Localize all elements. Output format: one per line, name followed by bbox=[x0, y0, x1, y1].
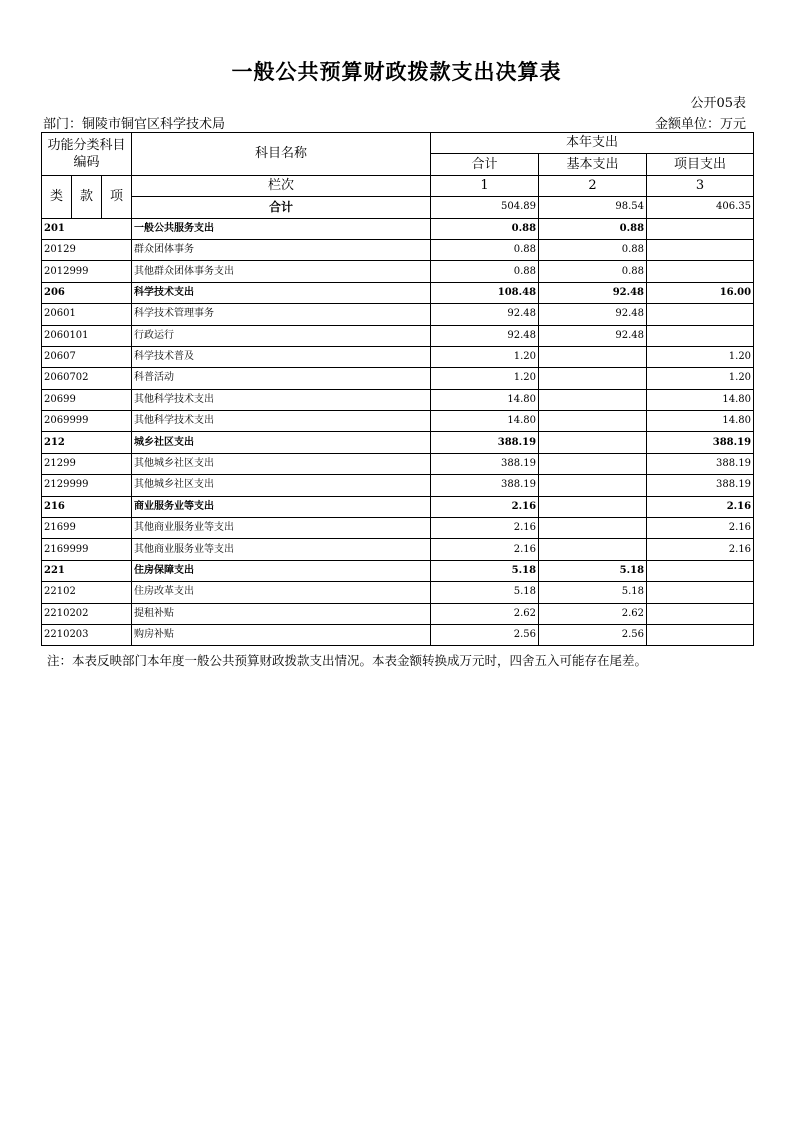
table-row bbox=[42, 624, 754, 645]
table-row bbox=[42, 475, 754, 496]
row-project bbox=[647, 304, 754, 325]
table-row bbox=[42, 218, 754, 239]
row-project bbox=[647, 624, 754, 645]
table-row bbox=[42, 496, 754, 517]
expenditure-table bbox=[41, 132, 754, 646]
row-project: 1.20 bbox=[647, 368, 754, 389]
row-basic bbox=[539, 411, 647, 432]
table-row bbox=[42, 453, 754, 474]
row-project bbox=[647, 560, 754, 581]
table-row bbox=[42, 325, 754, 346]
row-total: 14.80 bbox=[431, 389, 539, 410]
row-basic bbox=[539, 539, 647, 560]
row-basic: 2.56 bbox=[539, 624, 647, 645]
row-project: 388.19 bbox=[647, 475, 754, 496]
row-total: 2.16 bbox=[431, 496, 539, 517]
row-code: 20607 bbox=[42, 346, 132, 367]
row-code: 206 bbox=[42, 282, 132, 303]
row-code: 2060101 bbox=[42, 325, 132, 346]
row-subject-name: 一般公共服务支出 bbox=[132, 218, 431, 239]
row-project bbox=[647, 261, 754, 282]
row-subject-name: 科学技术普及 bbox=[132, 346, 431, 367]
summary-row bbox=[42, 197, 754, 218]
header-kuan: 款 bbox=[72, 175, 102, 218]
header-basic: 基本支出 bbox=[539, 154, 647, 175]
row-code: 20129 bbox=[42, 239, 132, 260]
table-row bbox=[42, 282, 754, 303]
row-subject-name: 科普活动 bbox=[132, 368, 431, 389]
row-subject-name: 住房改革支出 bbox=[132, 582, 431, 603]
row-basic bbox=[539, 368, 647, 389]
row-code: 2012999 bbox=[42, 261, 132, 282]
row-total: 1.20 bbox=[431, 368, 539, 389]
row-subject-name: 科学技术管理事务 bbox=[132, 304, 431, 325]
row-project: 1.20 bbox=[647, 346, 754, 367]
table-row bbox=[42, 603, 754, 624]
row-subject-name: 其他科学技术支出 bbox=[132, 389, 431, 410]
row-total: 0.88 bbox=[431, 239, 539, 260]
row-basic: 5.18 bbox=[539, 560, 647, 581]
row-subject-name: 其他城乡社区支出 bbox=[132, 475, 431, 496]
row-code: 212 bbox=[42, 432, 132, 453]
row-subject-name: 其他群众团体事务支出 bbox=[132, 261, 431, 282]
row-total: 1.20 bbox=[431, 346, 539, 367]
header-col-label: 栏次 bbox=[132, 175, 431, 196]
row-basic: 5.18 bbox=[539, 582, 647, 603]
table-row bbox=[42, 261, 754, 282]
row-basic bbox=[539, 389, 647, 410]
row-total: 5.18 bbox=[431, 582, 539, 603]
row-code: 2210203 bbox=[42, 624, 132, 645]
form-number: 公开05表 bbox=[690, 96, 746, 111]
row-project: 16.00 bbox=[647, 282, 754, 303]
row-subject-name: 群众团体事务 bbox=[132, 239, 431, 260]
row-code: 2069999 bbox=[42, 411, 132, 432]
header-xiang: 项 bbox=[102, 175, 132, 218]
row-project: 388.19 bbox=[647, 453, 754, 474]
header-project: 项目支出 bbox=[647, 154, 754, 175]
row-basic bbox=[539, 453, 647, 474]
row-subject-name: 商业服务业等支出 bbox=[132, 496, 431, 517]
summary-label: 合计 bbox=[132, 197, 431, 218]
row-basic: 0.88 bbox=[539, 261, 647, 282]
row-subject-name: 行政运行 bbox=[132, 325, 431, 346]
row-code: 20699 bbox=[42, 389, 132, 410]
col-number-2: 2 bbox=[539, 175, 647, 196]
row-project: 2.16 bbox=[647, 539, 754, 560]
row-code: 22102 bbox=[42, 582, 132, 603]
table-row bbox=[42, 582, 754, 603]
row-total: 388.19 bbox=[431, 432, 539, 453]
row-code: 2169999 bbox=[42, 539, 132, 560]
row-subject-name: 提租补贴 bbox=[132, 603, 431, 624]
footnote: 注：本表反映部门本年度一般公共预算财政拨款支出情况。本表金额转换成万元时，四舍五入可能存在尾差。 bbox=[47, 653, 648, 668]
row-total: 108.48 bbox=[431, 282, 539, 303]
col-number-1: 1 bbox=[431, 175, 539, 196]
row-subject-name: 科学技术支出 bbox=[132, 282, 431, 303]
row-total: 92.48 bbox=[431, 325, 539, 346]
row-total: 0.88 bbox=[431, 261, 539, 282]
table-row bbox=[42, 346, 754, 367]
table-row bbox=[42, 539, 754, 560]
row-project: 14.80 bbox=[647, 389, 754, 410]
row-total: 2.56 bbox=[431, 624, 539, 645]
row-subject-name: 其他商业服务业等支出 bbox=[132, 539, 431, 560]
row-total: 2.16 bbox=[431, 518, 539, 539]
col-number-3: 3 bbox=[647, 175, 754, 196]
row-total: 388.19 bbox=[431, 475, 539, 496]
row-code: 20601 bbox=[42, 304, 132, 325]
header-lei: 类 bbox=[42, 175, 72, 218]
table-row bbox=[42, 518, 754, 539]
row-basic: 92.48 bbox=[539, 282, 647, 303]
summary-total: 504.89 bbox=[431, 197, 539, 218]
table-row bbox=[42, 411, 754, 432]
row-basic bbox=[539, 496, 647, 517]
row-basic: 92.48 bbox=[539, 325, 647, 346]
row-project bbox=[647, 239, 754, 260]
summary-basic: 98.54 bbox=[539, 197, 647, 218]
row-total: 388.19 bbox=[431, 453, 539, 474]
row-project: 14.80 bbox=[647, 411, 754, 432]
row-total: 92.48 bbox=[431, 304, 539, 325]
row-code: 2060702 bbox=[42, 368, 132, 389]
row-project bbox=[647, 603, 754, 624]
row-code: 21699 bbox=[42, 518, 132, 539]
row-subject-name: 购房补贴 bbox=[132, 624, 431, 645]
row-code: 216 bbox=[42, 496, 132, 517]
unit-label: 金额单位：万元 bbox=[654, 117, 746, 132]
row-total: 14.80 bbox=[431, 411, 539, 432]
row-code: 201 bbox=[42, 218, 132, 239]
row-basic bbox=[539, 475, 647, 496]
page-title: 一般公共预算财政拨款支出决算表 bbox=[231, 60, 562, 84]
row-project: 2.16 bbox=[647, 496, 754, 517]
row-basic bbox=[539, 346, 647, 367]
table-row bbox=[42, 368, 754, 389]
row-basic: 0.88 bbox=[539, 218, 647, 239]
row-basic: 0.88 bbox=[539, 239, 647, 260]
row-project bbox=[647, 218, 754, 239]
row-project bbox=[647, 582, 754, 603]
row-total: 0.88 bbox=[431, 218, 539, 239]
row-subject-name: 城乡社区支出 bbox=[132, 432, 431, 453]
row-project bbox=[647, 325, 754, 346]
row-basic: 92.48 bbox=[539, 304, 647, 325]
header-total: 合计 bbox=[431, 154, 539, 175]
row-total: 5.18 bbox=[431, 560, 539, 581]
department-label: 部门：铜陵市铜官区科学技术局 bbox=[43, 117, 226, 132]
row-basic bbox=[539, 432, 647, 453]
row-code: 2129999 bbox=[42, 475, 132, 496]
row-subject-name: 其他城乡社区支出 bbox=[132, 453, 431, 474]
table-row bbox=[42, 304, 754, 325]
row-total: 2.16 bbox=[431, 539, 539, 560]
row-code: 221 bbox=[42, 560, 132, 581]
table-row bbox=[42, 389, 754, 410]
row-code: 21299 bbox=[42, 453, 132, 474]
row-project: 2.16 bbox=[647, 518, 754, 539]
header-func-code: 功能分类科目编码 bbox=[42, 133, 132, 176]
row-project: 388.19 bbox=[647, 432, 754, 453]
row-basic: 2.62 bbox=[539, 603, 647, 624]
row-subject-name: 其他商业服务业等支出 bbox=[132, 518, 431, 539]
row-subject-name: 住房保障支出 bbox=[132, 560, 431, 581]
table-row bbox=[42, 432, 754, 453]
summary-project: 406.35 bbox=[647, 197, 754, 218]
row-subject-name: 其他科学技术支出 bbox=[132, 411, 431, 432]
row-code: 2210202 bbox=[42, 603, 132, 624]
row-total: 2.62 bbox=[431, 603, 539, 624]
row-basic bbox=[539, 518, 647, 539]
table-row bbox=[42, 560, 754, 581]
header-year-expense: 本年支出 bbox=[431, 133, 754, 154]
header-subject-name: 科目名称 bbox=[132, 133, 431, 176]
table-row bbox=[42, 239, 754, 260]
